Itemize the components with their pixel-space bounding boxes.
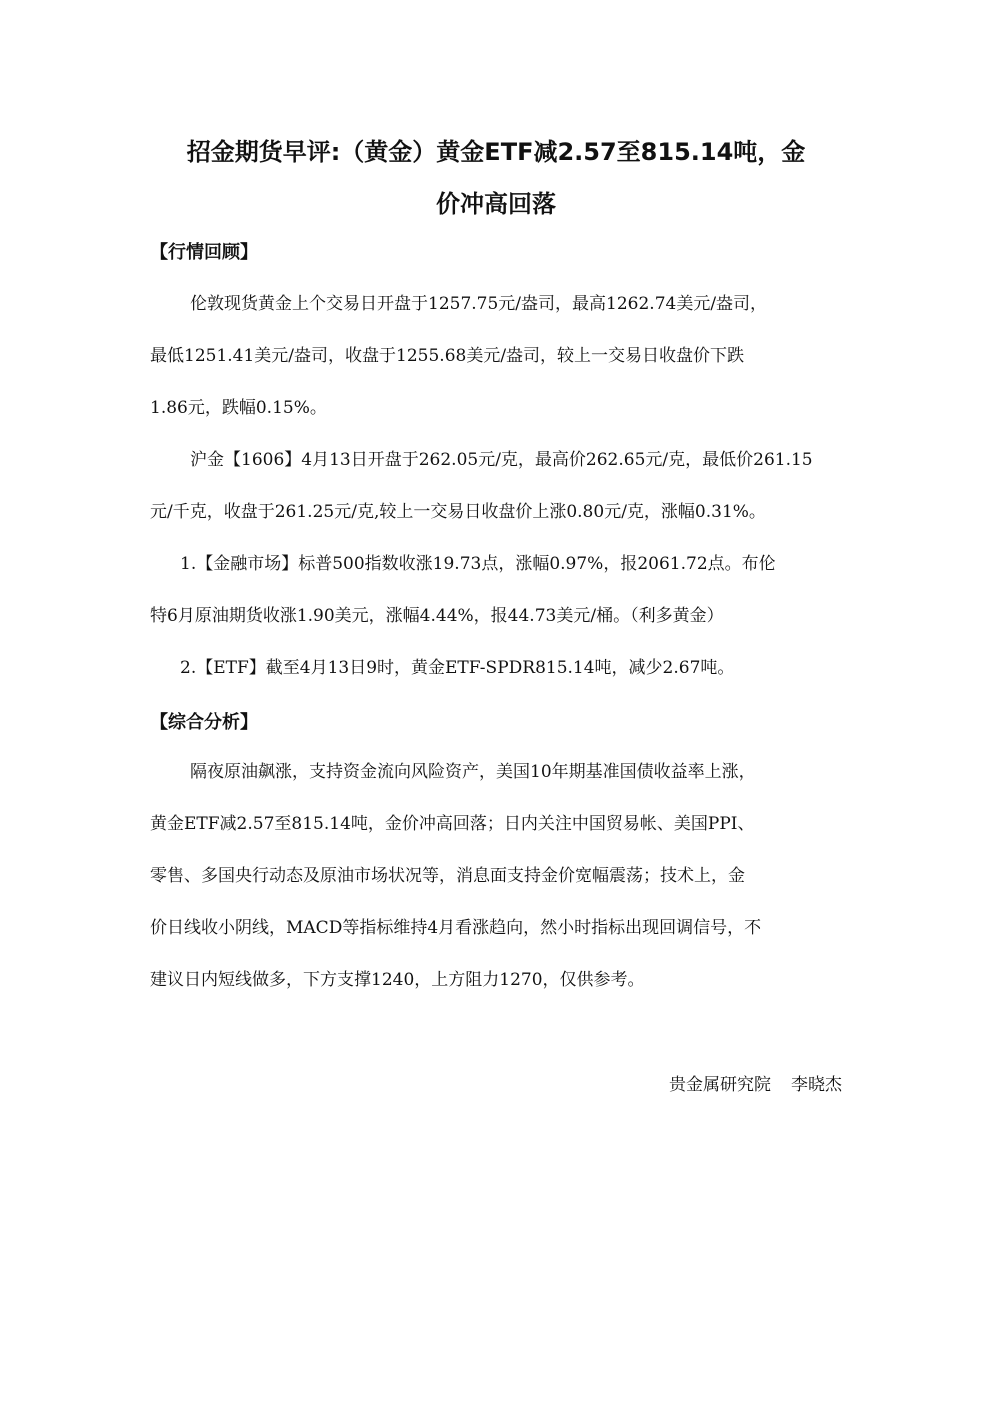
paragraph-line: 元/千克，收盘于261.25元/克,较上一交易日收盘价上涨0.80元/克，涨幅0.31%。 [150, 502, 766, 522]
paragraph-line: 隔夜原油飙涨，支持资金流向风险资产，美国10年期基准国债收益率上涨， [190, 762, 756, 782]
paragraph-line: 零售、多国央行动态及原油市场状况等，消息面支持金价宽幅震荡；技术上，金 [150, 866, 745, 886]
signature-institute: 贵金属研究院 [669, 1075, 771, 1095]
paragraph-etf [150, 642, 842, 694]
document-title-line-2: 价冲高回落 [436, 190, 556, 218]
paragraph-analysis [150, 746, 842, 1006]
paragraph-line: 建议日内短线做多，下方支撑1240，上方阻力1270，仅供参考。 [150, 970, 645, 990]
document-title-line-1: 招金期货早评:（黄金）黄金ETF减2.57至815.14吨，金 [186, 138, 806, 166]
signature-author: 李晓杰 [791, 1075, 842, 1095]
paragraph-line: 黄金ETF减2.57至815.14吨，金价冲高回落；日内关注中国贸易帐、美国PPI、 [150, 814, 755, 834]
paragraph-shanghai-gold [150, 434, 842, 538]
section-heading-analysis: 【综合分析】 [150, 712, 258, 733]
paragraph-london-gold [150, 278, 842, 434]
paragraph-line: 沪金【1606】4月13日开盘于262.05元/克，最高价262.65元/克，最低价261.15 [190, 450, 813, 470]
paragraph-line: 1.【金融市场】标普500指数收涨19.73点，涨幅0.97%，报2061.72点。布伦 [180, 554, 776, 574]
paragraph-line: 价日线收小阴线，MACD等指标维持4月看涨趋向，然小时指标出现回调信号，不 [150, 918, 762, 938]
paragraph-line: 特6月原油期货收涨1.90美元，涨幅4.44%，报44.73美元/桶。（利多黄金） [150, 606, 724, 626]
paragraph-line: 伦敦现货黄金上个交易日开盘于1257.75元/盎司，最高1262.74美元/盎司， [190, 294, 768, 314]
paragraph-line: 1.86元，跌幅0.15%。 [150, 398, 327, 418]
paragraph-line: 最低1251.41美元/盎司，收盘于1255.68美元/盎司，较上一交易日收盘价下跌 [150, 346, 745, 366]
signature [150, 1070, 842, 1095]
section-heading-market-review: 【行情回顾】 [150, 242, 258, 263]
paragraph-line: 2.【ETF】截至4月13日9时，黄金ETF-SPDR815.14吨，减少2.67吨。 [180, 658, 735, 678]
paragraph-financial-markets [150, 538, 842, 642]
